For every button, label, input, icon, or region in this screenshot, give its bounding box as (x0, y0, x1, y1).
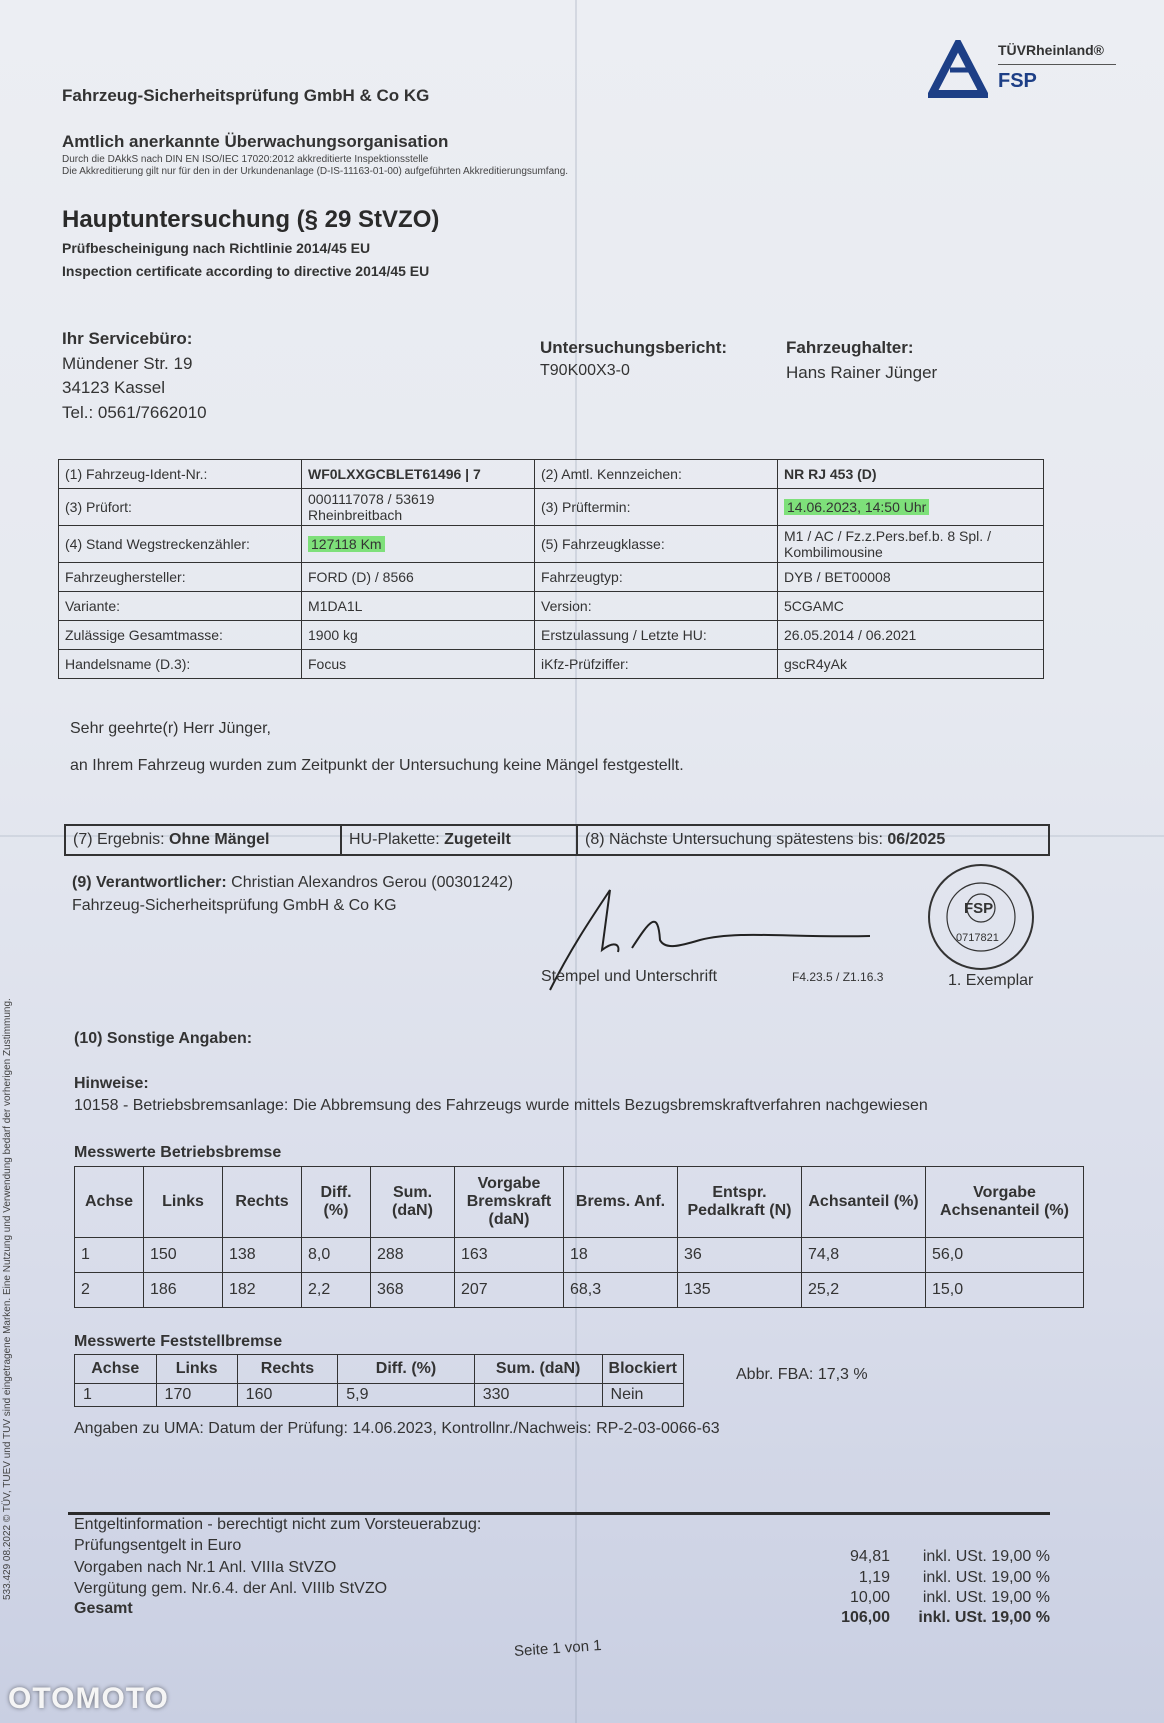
table-cell: 1 (75, 1384, 157, 1407)
tuv-triangle-icon (928, 40, 988, 98)
table-row (59, 650, 1044, 679)
table-header-row (75, 1167, 1084, 1238)
result-cell (65, 825, 341, 855)
version-value: 5CGAMC (778, 592, 1044, 621)
table-row (65, 825, 1049, 855)
vin-value: WF0LXXGCBLET61496 | 7 (302, 460, 535, 489)
accreditation-line-1: Durch die DAkkS nach DIN EN ISO/IEC 17020:2012 akkreditierte Inspektionsstelle (62, 154, 429, 165)
subtitle-de: Prüfbescheinigung nach Richtlinie 2014/45 EU (62, 240, 371, 256)
fee-amount: 1,19 (858, 1569, 890, 1586)
mass-label: Zulässige Gesamtmasse: (59, 621, 302, 650)
fba-value: Abbr. FBA: 17,3 % (736, 1366, 868, 1383)
result-label: (7) Ergebnis: (73, 831, 165, 848)
responsible-line (72, 874, 513, 892)
version-label: Version: (535, 592, 778, 621)
logo-name: TÜVRheinland® (998, 42, 1104, 58)
vehicle-table (58, 459, 1044, 679)
note-text: 10158 - Betriebsbremsanlage: Die Abbremsung des Fahrzeugs wurde mittels Bezugsbremskraftverfahren nachgewiesen (74, 1097, 928, 1114)
table-cell: 163 (455, 1238, 564, 1273)
col-header: Links (144, 1167, 223, 1238)
place-line-1: 0001117078 / 53619 (308, 491, 435, 507)
fee-divider (68, 1512, 1050, 1515)
date-value: 14.06.2023, 14:50 Uhr (784, 499, 929, 515)
odometer-value: 127118 Km (308, 536, 385, 552)
table-cell: 1 (75, 1238, 144, 1273)
col-header: Links (156, 1355, 237, 1384)
company-name: Fahrzeug-Sicherheitsprüfung GmbH & Co KG (62, 86, 430, 105)
class-value (778, 526, 1044, 563)
variant-label: Variante: (59, 592, 302, 621)
table-row (59, 489, 1044, 526)
fee-tax: inkl. USt. 19,00 % (922, 1548, 1050, 1565)
report-heading: Untersuchungsbericht: (540, 338, 728, 357)
tuv-logo (928, 40, 1118, 98)
col-header: Achse (75, 1355, 157, 1384)
odometer-label: (4) Stand Wegstreckenzähler: (59, 526, 302, 563)
result-message: an Ihrem Fahrzeug wurden zum Zeitpunkt der Untersuchung keine Mängel festgestellt. (70, 757, 684, 774)
table-cell: 2 (75, 1273, 144, 1308)
fee-row (770, 1589, 1050, 1607)
holder-heading: Fahrzeughalter: (786, 338, 914, 357)
first-reg-label: Erstzulassung / Letzte HU: (535, 621, 778, 650)
fee-amount: 10,00 (849, 1589, 890, 1606)
organization-title: Amtlich anerkannte Überwachungsorganisation (62, 132, 449, 151)
vin-label: (1) Fahrzeug-Ident-Nr.: (59, 460, 302, 489)
next-inspection-label: (8) Nächste Untersuchung spätestens bis: (585, 831, 883, 848)
plakette-cell (341, 825, 577, 855)
col-header: Vorgabe Bremskraft (daN) (455, 1167, 564, 1238)
fee-row (770, 1569, 1050, 1587)
fee-label: Vergütung gem. Nr.6.4. der Anl. VIIIb StVZO (74, 1580, 388, 1597)
other-heading: (10) Sonstige Angaben: (74, 1030, 253, 1047)
plate-value: NR RJ 453 (D) (778, 460, 1044, 489)
col-header: Sum. (daN) (474, 1355, 602, 1384)
ikfz-label: iKfz-Prüfziffer: (535, 650, 778, 679)
table-row (59, 526, 1044, 563)
responsible-label: (9) Verantwortlicher: (72, 874, 227, 891)
fee-total-amount: 106,00 (841, 1609, 890, 1626)
class-line-1: M1 / AC / Fz.z.Pers.bef.b. 8 Spl. / (784, 528, 991, 544)
place-value (302, 489, 535, 526)
page-number: Seite 1 von 1 (513, 1636, 603, 1661)
service-phone: Tel.: 0561/7662010 (62, 403, 207, 422)
table-cell: 2,2 (302, 1273, 371, 1308)
fee-total-label: Gesamt (74, 1600, 133, 1617)
greeting: Sehr geehrte(r) Herr Jünger, (70, 720, 271, 737)
col-header: Rechts (237, 1355, 338, 1384)
service-heading: Ihr Servicebüro: (62, 329, 193, 348)
service-street: Mündener Str. 19 (62, 354, 193, 373)
next-inspection-value: 06/2025 (887, 831, 946, 848)
accreditation-line-2: Die Akkreditierung gilt nur für den in der Urkundenanlage (D-IS-11163-01-00) aufgeführten Akkreditierungsumfang. (62, 166, 569, 177)
table-cell: 186 (144, 1273, 223, 1308)
col-header: Rechts (223, 1167, 302, 1238)
fee-total-tax: inkl. USt. 19,00 % (918, 1609, 1050, 1626)
place-label: (3) Prüfort: (59, 489, 302, 526)
table-cell: 135 (678, 1273, 802, 1308)
date-label: (3) Prüftermin: (535, 489, 778, 526)
col-header: Vorgabe Achsenanteil (%) (926, 1167, 1084, 1238)
class-label: (5) Fahrzeugklasse: (535, 526, 778, 563)
variant-value: M1DA1L (302, 592, 535, 621)
next-inspection-cell (577, 825, 1049, 855)
seal-number: 0717821 (956, 932, 999, 944)
table-cell: 15,0 (926, 1273, 1084, 1308)
responsible-name: Christian Alexandros Gerou (00301242) (231, 874, 514, 891)
table-cell: 150 (144, 1238, 223, 1273)
type-label: Fahrzeugtyp: (535, 563, 778, 592)
table-cell: 368 (371, 1273, 455, 1308)
col-header: Brems. Anf. (564, 1167, 678, 1238)
place-line-2: Rheinbreitbach (308, 507, 403, 523)
notes-heading: Hinweise: (74, 1075, 149, 1092)
table-row (75, 1273, 1084, 1308)
service-brake-heading: Messwerte Betriebsbremse (74, 1144, 282, 1161)
table-cell: 207 (455, 1273, 564, 1308)
first-reg-value: 26.05.2014 / 06.2021 (778, 621, 1044, 650)
subtitle-en: Inspection certificate according to directive 2014/45 EU (62, 263, 430, 279)
mass-value: 1900 kg (302, 621, 535, 650)
table-cell: 182 (223, 1273, 302, 1308)
plate-label: (2) Amtl. Kennzeichen: (535, 460, 778, 489)
class-line-2: Kombilimousine (784, 544, 883, 560)
fold-line-vertical (575, 0, 577, 1723)
col-header: Achsanteil (%) (802, 1167, 926, 1238)
table-cell: 288 (371, 1238, 455, 1273)
parking-brake-table (74, 1354, 684, 1407)
plakette-value: Zugeteilt (444, 831, 511, 848)
uma-info: Angaben zu UMA: Datum der Prüfung: 14.06.2023, Kontrollnr./Nachweis: RP-2-03-0066-63 (74, 1420, 720, 1437)
fee-label: Vorgaben nach Nr.1 Anl. VIIIa StVZO (74, 1559, 337, 1576)
official-seal (920, 862, 1042, 972)
logo-divider (998, 64, 1116, 65)
table-cell: 160 (237, 1384, 338, 1407)
odometer-cell (302, 526, 535, 563)
service-brake-table (74, 1166, 1084, 1308)
fee-total-row (770, 1609, 1050, 1627)
result-value: Ohne Mängel (169, 831, 270, 848)
table-cell: Nein (602, 1384, 683, 1407)
otomoto-watermark: OTOMOTO (8, 1682, 169, 1715)
table-row (75, 1238, 1084, 1273)
fee-heading: Entgeltinformation - berechtigt nicht zum Vorsteuerabzug: (74, 1516, 482, 1533)
table-cell: 170 (156, 1384, 237, 1407)
stamp-label: Stempel und Unterschrift (541, 968, 718, 985)
logo-sub: FSP (998, 70, 1037, 92)
parking-brake-heading: Messwerte Feststellbremse (74, 1333, 283, 1350)
col-header: Diff. (%) (338, 1355, 474, 1384)
result-table (64, 824, 1050, 856)
report-number: T90K00X3-0 (540, 362, 630, 379)
side-legal-text: 533.429 08.2022 © TÜV, TUEV und TUV sind eingetragene Marken. Eine Nutzung und Verwendung bedarf der vorherigen Zustimmung. (2, 998, 13, 1600)
table-cell: 56,0 (926, 1238, 1084, 1273)
seal-ring-icon (920, 862, 1042, 972)
trade-label: Handelsname (D.3): (59, 650, 302, 679)
fee-label: Prüfungsentgelt in Euro (74, 1537, 242, 1554)
table-cell: 25,2 (802, 1273, 926, 1308)
table-cell: 8,0 (302, 1238, 371, 1273)
holder-name: Hans Rainer Jünger (786, 363, 938, 382)
trade-value: Focus (302, 650, 535, 679)
exemplar-label: 1. Exemplar (948, 972, 1034, 989)
table-cell: 36 (678, 1238, 802, 1273)
table-row (59, 460, 1044, 489)
fee-amount: 94,81 (849, 1548, 890, 1565)
maker-value: FORD (D) / 8566 (302, 563, 535, 592)
seal-center: FSP (964, 900, 994, 917)
table-cell: 330 (474, 1384, 602, 1407)
col-header: Entspr. Pedalkraft (N) (678, 1167, 802, 1238)
responsible-company: Fahrzeug-Sicherheitsprüfung GmbH & Co KG (72, 897, 397, 914)
table-cell: 5,9 (338, 1384, 474, 1407)
date-cell (778, 489, 1044, 526)
table-cell: 68,3 (564, 1273, 678, 1308)
table-row (59, 621, 1044, 650)
service-city: 34123 Kassel (62, 378, 166, 397)
document-title: Hauptuntersuchung (§ 29 StVZO) (62, 206, 440, 233)
fee-row (770, 1548, 1050, 1566)
fee-tax: inkl. USt. 19,00 % (922, 1569, 1050, 1586)
table-cell: 74,8 (802, 1238, 926, 1273)
form-code: F4.23.5 / Z1.16.3 (792, 970, 884, 984)
ikfz-value: gscR4yAk (778, 650, 1044, 679)
table-row (59, 592, 1044, 621)
maker-label: Fahrzeughersteller: (59, 563, 302, 592)
fee-tax: inkl. USt. 19,00 % (922, 1589, 1050, 1606)
table-cell: 18 (564, 1238, 678, 1273)
col-header: Sum. (daN) (371, 1167, 455, 1238)
col-header: Blockiert (602, 1355, 683, 1384)
table-cell: 138 (223, 1238, 302, 1273)
table-row (75, 1384, 684, 1407)
table-header-row (75, 1355, 684, 1384)
col-header: Achse (75, 1167, 144, 1238)
plakette-label: HU-Plakette: (349, 831, 440, 848)
table-row (59, 563, 1044, 592)
col-header: Diff. (%) (302, 1167, 371, 1238)
type-value: DYB / BET00008 (778, 563, 1044, 592)
